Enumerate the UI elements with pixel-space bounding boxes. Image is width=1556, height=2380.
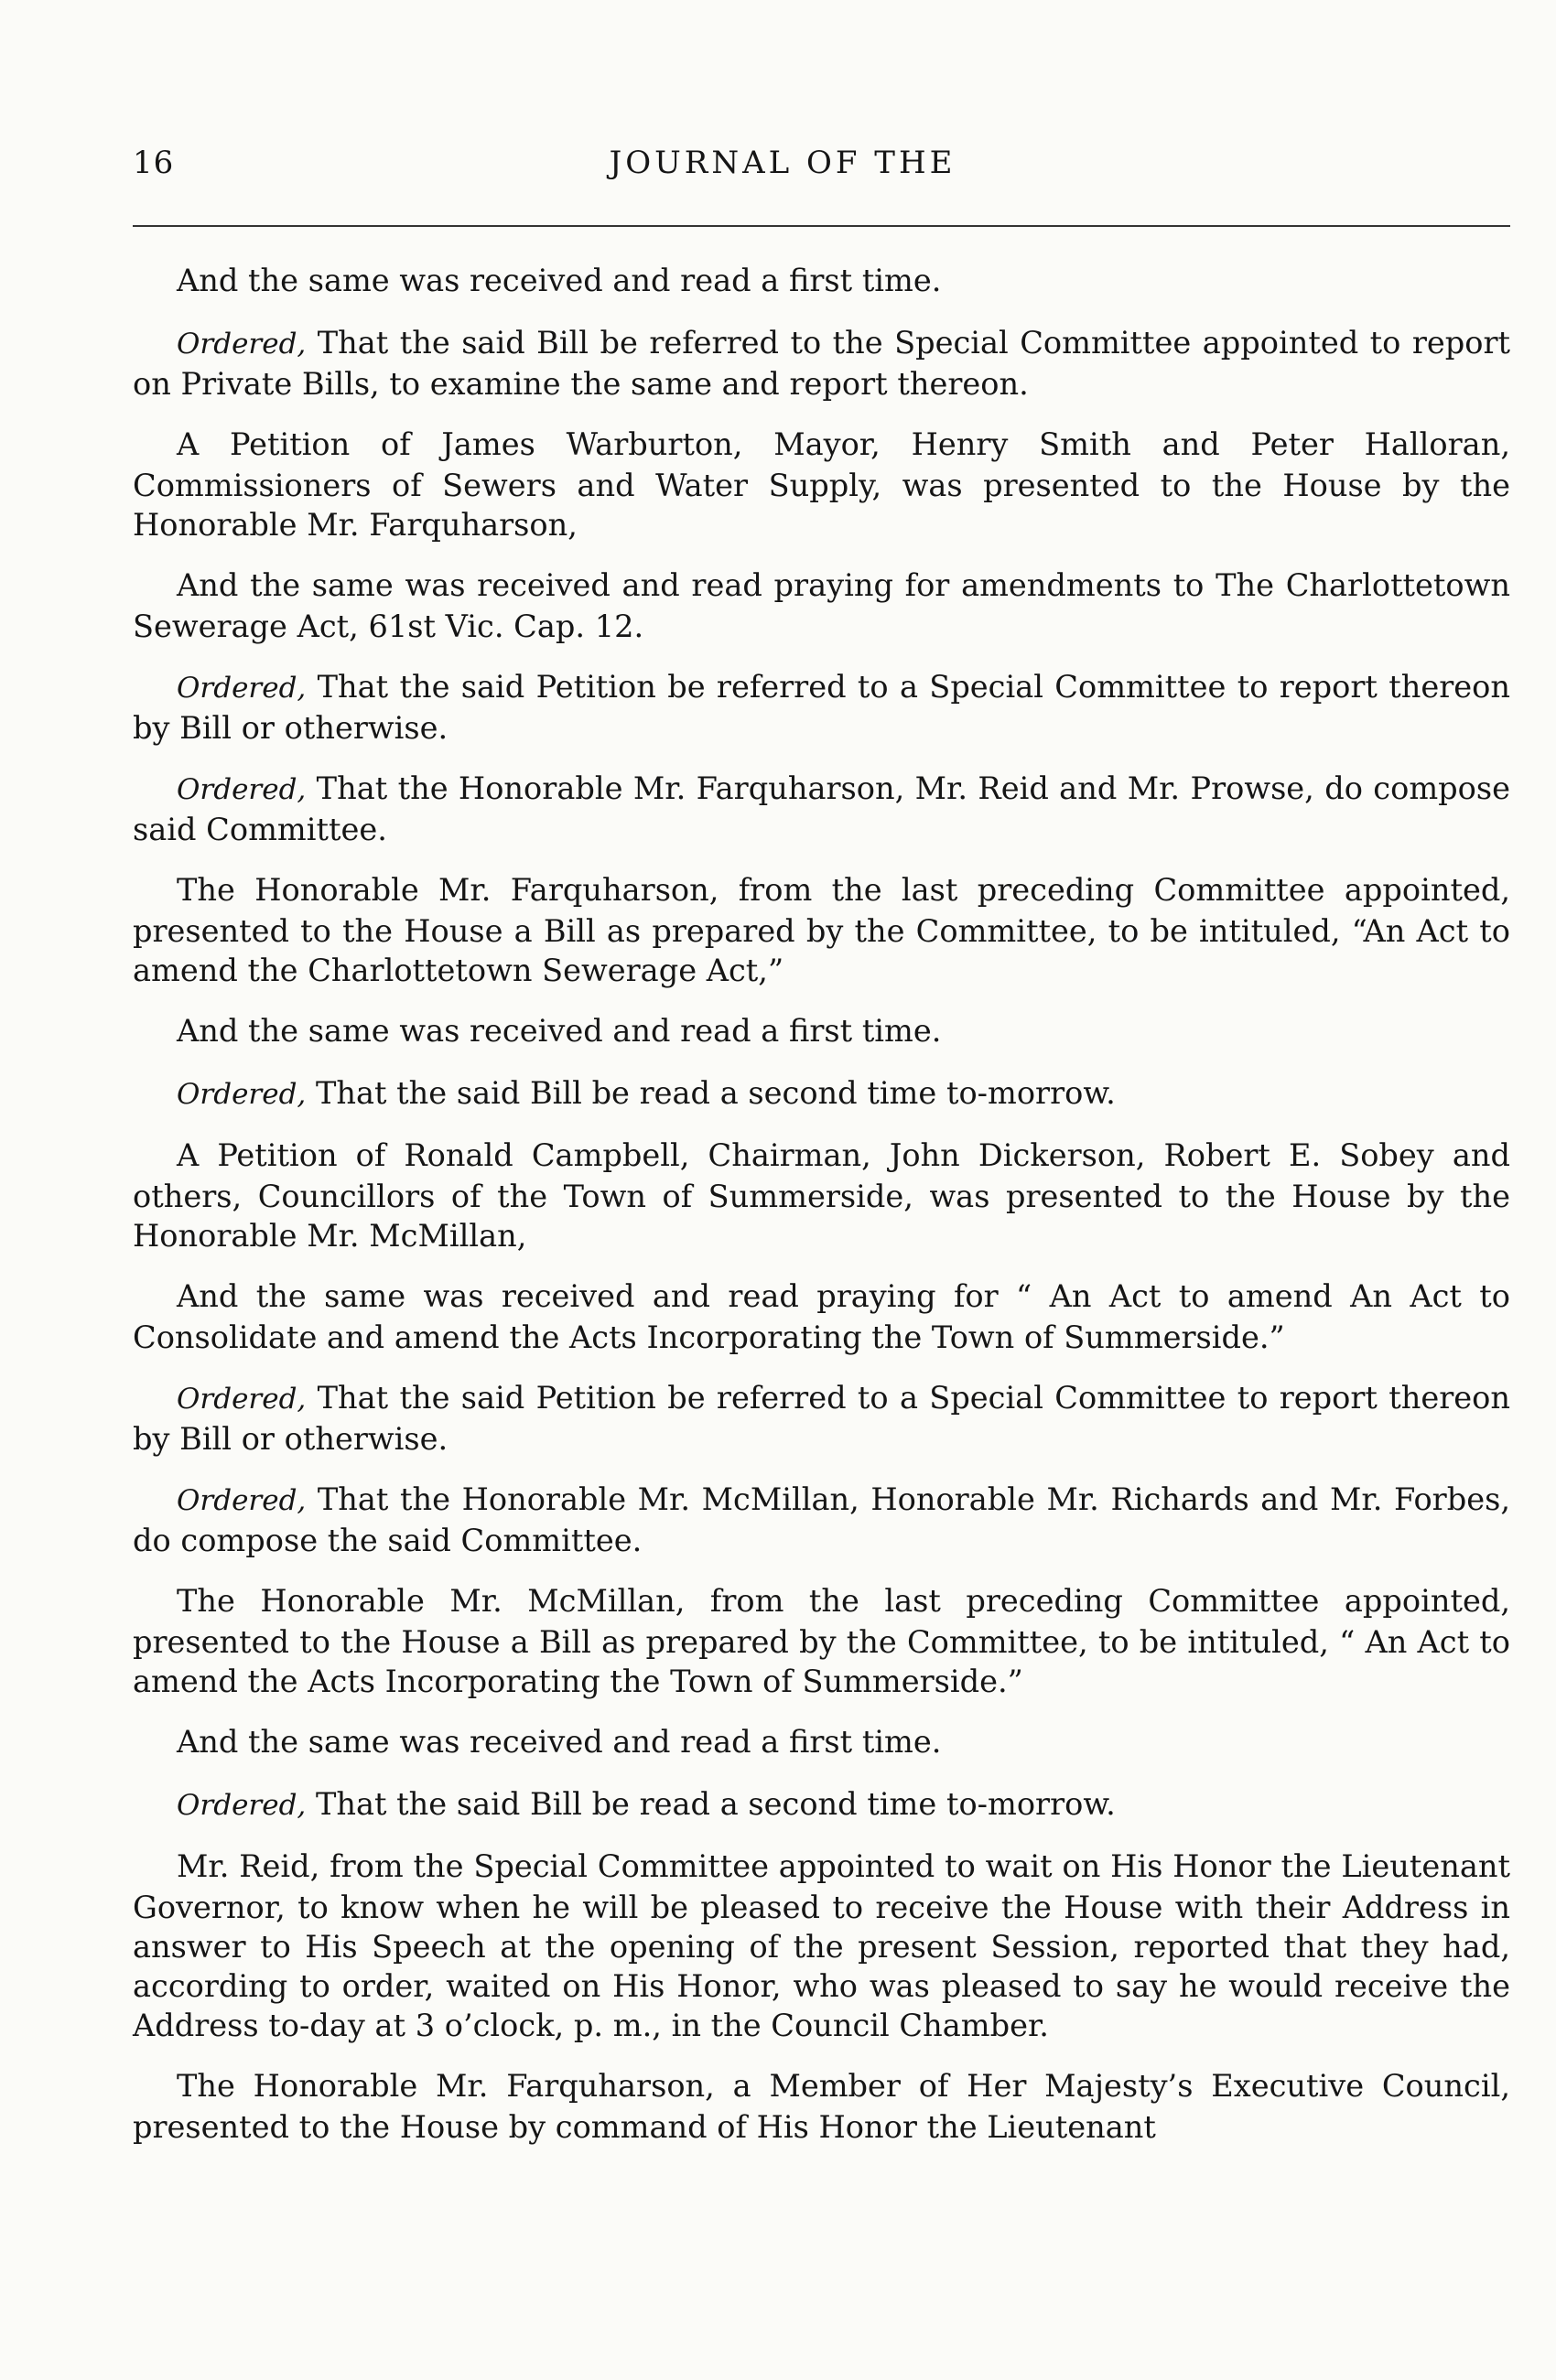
paragraph — [133, 769, 1510, 849]
ordered-lead: Ordered, — [177, 1078, 307, 1111]
paragraph — [133, 1581, 1510, 1701]
page-number: 16 — [133, 145, 175, 181]
ordered-lead: Ordered, — [177, 1383, 307, 1416]
paragraph-text: That the Honorable Mr. McMillan, Honorable Mr. Richards and Mr. Forbes, do compose the said Committee. — [133, 1481, 1510, 1558]
paragraph — [133, 1073, 1510, 1115]
paragraph — [133, 565, 1510, 646]
paragraph-text: The Honorable Mr. Farquharson, a Member of Her Majesty’s Executive Council, presented to the House by command of His Honor the Lieutenant — [133, 2068, 1510, 2145]
paragraph-text: The Honorable Mr. McMillan, from the last preceding Committee appointed, presented to the House a Bill as prepared by the Committee, to be intituled, “ An Act to amend the Acts Incorporating the Town of Summerside.” — [133, 1583, 1510, 1699]
running-head — [133, 145, 1506, 190]
paragraph-text: And the same was received and read a first time. — [177, 1013, 942, 1049]
paragraph — [133, 1276, 1510, 1357]
paragraph-text: And the same was received and read praying for amendments to The Charlottetown Sewerage Act, 61st Vic. Cap. 12. — [133, 567, 1510, 644]
paragraph-text: And the same was received and read praying for “ An Act to amend An Act to Consolidate and amend the Acts Incorporating the Town of Summerside.” — [133, 1278, 1510, 1355]
paragraph — [133, 667, 1510, 748]
paragraph-text: That the said Bill be read a second time to-morrow. — [306, 1075, 1116, 1111]
paragraph — [133, 1847, 1510, 2045]
paragraph-text: A Petition of Ronald Campbell, Chairman, John Dickerson, Robert E. Sobey and others, Councillors of the Town of Summerside, was presented to the House by the Honorable Mr. McMillan, — [133, 1137, 1510, 1254]
paragraph-text: A Petition of James Warburton, Mayor, Henry Smith and Peter Halloran, Commissioners of Sewers and Water Supply, was presented to the House by the Honorable Mr. Farquharson, — [133, 426, 1510, 543]
paragraph-text: That the said Petition be referred to a Special Committee to report thereon by Bill or otherwise. — [133, 669, 1510, 746]
header-rule — [133, 225, 1510, 227]
journal-title: JOURNAL OF THE — [609, 145, 956, 181]
paragraph-text: That the said Bill be referred to the Special Committee appointed to report on Private Bills, to examine the same and report thereon. — [133, 325, 1510, 402]
ordered-lead: Ordered, — [177, 1789, 307, 1822]
paragraph — [133, 870, 1510, 990]
paragraph-text: And the same was received and read a first time. — [177, 263, 942, 298]
paragraph-text: And the same was received and read a first time. — [177, 1724, 942, 1760]
paragraph-text: That the said Petition be referred to a Special Committee to report thereon by Bill or otherwise. — [133, 1380, 1510, 1457]
ordered-lead: Ordered, — [177, 1484, 307, 1517]
paragraph — [133, 1011, 1510, 1052]
paragraph-text: That the said Bill be read a second time to-morrow. — [306, 1786, 1116, 1822]
ordered-lead: Ordered, — [177, 328, 307, 361]
paragraph — [133, 1784, 1510, 1825]
ordered-lead: Ordered, — [177, 773, 307, 806]
paragraph — [133, 1378, 1510, 1459]
paragraph — [133, 1480, 1510, 1560]
journal-body — [133, 261, 1510, 2168]
paragraph — [133, 1136, 1510, 1255]
ordered-lead: Ordered, — [177, 672, 307, 705]
paragraph — [133, 323, 1510, 404]
paragraph — [133, 2066, 1510, 2147]
paragraph — [133, 261, 1510, 302]
paragraph-text: Mr. Reid, from the Special Committee appointed to wait on His Honor the Lieutenant Governor, to know when he will be pleased to receive the House with their Address in answer to His Speech at the opening of the present Session, reported that they had, according to order, waited on His Honor, who was pleased to say he would receive the Address to-day at 3 o’clock, p. m., in the Council Chamber. — [133, 1848, 1510, 2043]
paragraph — [133, 425, 1510, 544]
paragraph-text: The Honorable Mr. Farquharson, from the last preceding Committee appointed, presented to the House a Bill as prepared by the Committee, to be intituled, “An Act to amend the Charlottetown Sewerage Act,” — [133, 872, 1510, 988]
paragraph — [133, 1722, 1510, 1763]
paragraph-text: That the Honorable Mr. Farquharson, Mr. Reid and Mr. Prowse, do compose said Committee. — [133, 770, 1510, 847]
